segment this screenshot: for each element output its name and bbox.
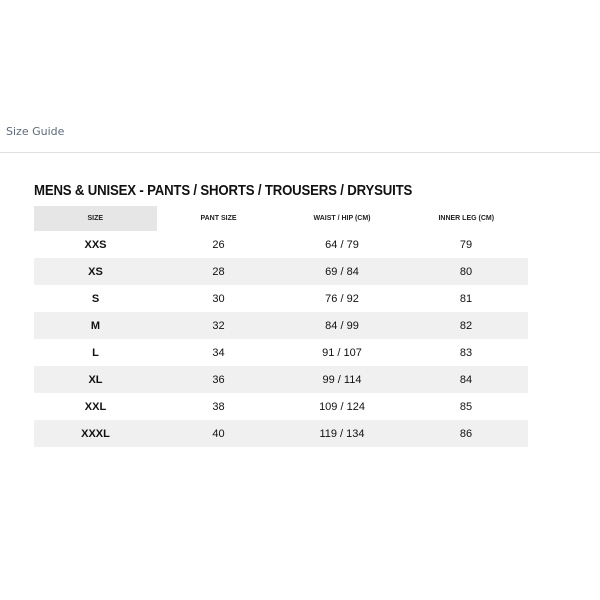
size-cell: XXS [34, 231, 157, 258]
header-divider [0, 152, 600, 153]
pant-size-cell: 40 [157, 420, 280, 447]
inner-leg-cell: 85 [404, 393, 528, 420]
waist-hip-cell: 119 / 134 [280, 420, 404, 447]
column-header-size: SIZE [34, 206, 157, 231]
size-cell: XL [34, 366, 157, 393]
table-header-row [34, 206, 528, 231]
size-cell: XXL [34, 393, 157, 420]
table-row [34, 420, 528, 447]
inner-leg-cell: 84 [404, 366, 528, 393]
pant-size-cell: 28 [157, 258, 280, 285]
size-cell: XS [34, 258, 157, 285]
table-row [34, 285, 528, 312]
pant-size-cell: 26 [157, 231, 280, 258]
waist-hip-cell: 69 / 84 [280, 258, 404, 285]
table-row [34, 366, 528, 393]
inner-leg-cell: 81 [404, 285, 528, 312]
column-header-waist-hip: WAIST / HIP (CM) [280, 206, 404, 231]
waist-hip-cell: 91 / 107 [280, 339, 404, 366]
inner-leg-cell: 80 [404, 258, 528, 285]
column-header-pant-size: PANT SIZE [157, 206, 280, 231]
pant-size-cell: 38 [157, 393, 280, 420]
size-cell: M [34, 312, 157, 339]
table-row [34, 258, 528, 285]
pant-size-cell: 32 [157, 312, 280, 339]
inner-leg-cell: 86 [404, 420, 528, 447]
waist-hip-cell: 99 / 114 [280, 366, 404, 393]
table-row [34, 339, 528, 366]
inner-leg-cell: 83 [404, 339, 528, 366]
waist-hip-cell: 109 / 124 [280, 393, 404, 420]
size-chart-table [34, 206, 528, 447]
pant-size-cell: 34 [157, 339, 280, 366]
waist-hip-cell: 64 / 79 [280, 231, 404, 258]
table-row [34, 231, 528, 258]
pant-size-cell: 36 [157, 366, 280, 393]
inner-leg-cell: 82 [404, 312, 528, 339]
size-cell: XXXL [34, 420, 157, 447]
pant-size-cell: 30 [157, 285, 280, 312]
size-cell: L [34, 339, 157, 366]
table-row [34, 312, 528, 339]
size-guide-header: Size Guide [6, 125, 65, 138]
inner-leg-cell: 79 [404, 231, 528, 258]
waist-hip-cell: 76 / 92 [280, 285, 404, 312]
size-chart-title: MENS & UNISEX - PANTS / SHORTS / TROUSERS / DRYSUITS [34, 182, 413, 199]
table-row [34, 393, 528, 420]
waist-hip-cell: 84 / 99 [280, 312, 404, 339]
size-cell: S [34, 285, 157, 312]
column-header-inner-leg: INNER LEG (CM) [404, 206, 528, 231]
